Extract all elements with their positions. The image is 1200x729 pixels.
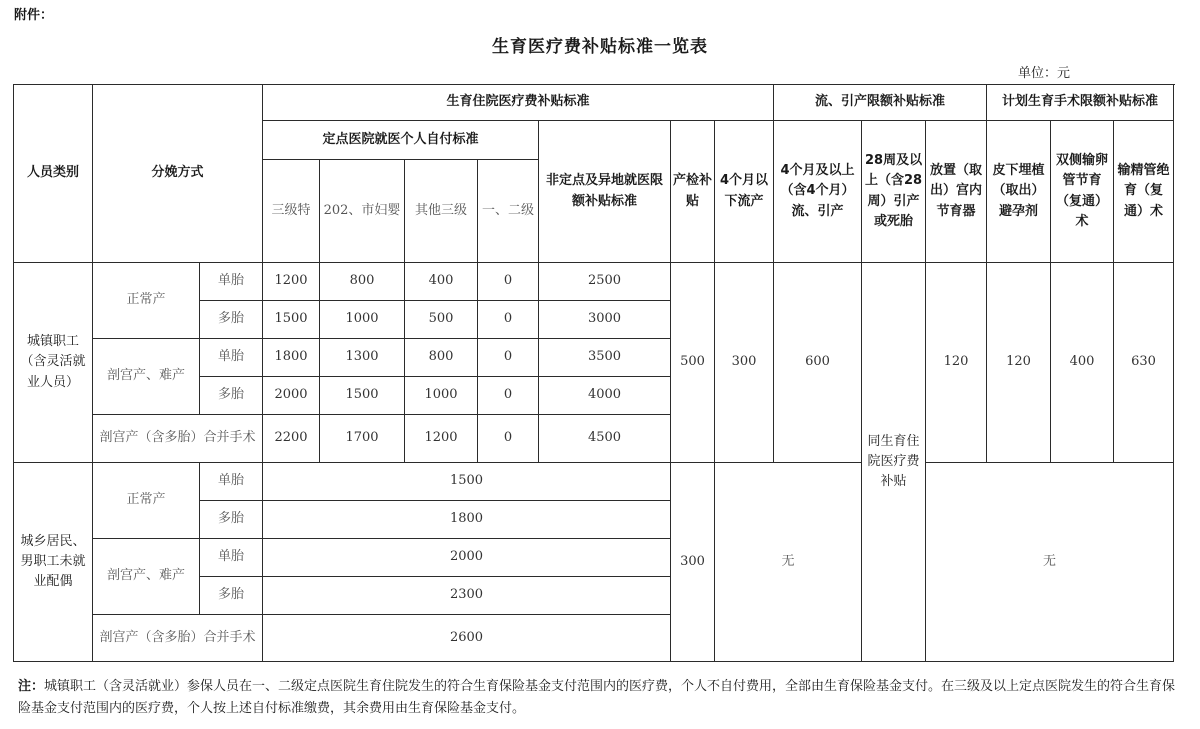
header-202-hospital: 202、市妇婴 bbox=[320, 160, 405, 263]
same-as-inpatient: 同生育住院医疗费补贴 bbox=[862, 263, 926, 662]
header-level12: 一、二级 bbox=[478, 160, 539, 263]
table-cell: 4000 bbox=[539, 377, 671, 415]
g1-4-plus-value: 600 bbox=[774, 263, 862, 463]
method-cesarean: 剖宫产、难产 bbox=[93, 339, 200, 415]
birth-single: 单胎 bbox=[200, 263, 263, 301]
method-cesarean-combined: 剖宫产（含多胎）合并手术 bbox=[93, 615, 263, 662]
birth-multiple: 多胎 bbox=[200, 377, 263, 415]
table-cell: 4500 bbox=[539, 415, 671, 463]
method-cesarean: 剖宫产、难产 bbox=[93, 539, 200, 615]
header-4-months-plus: 4个月及以上（含4个月）流、引产 bbox=[774, 121, 862, 263]
attachment-label: 附件： bbox=[14, 8, 54, 23]
table-cell: 1200 bbox=[263, 263, 320, 301]
unit-label: 单位：元 bbox=[1018, 66, 1071, 81]
table-cell: 0 bbox=[478, 339, 539, 377]
table-cell: 2200 bbox=[263, 415, 320, 463]
header-under-4-months: 4个月以下流产 bbox=[715, 121, 774, 263]
table-row bbox=[14, 463, 1174, 501]
table-cell: 1300 bbox=[320, 339, 405, 377]
table-cell: 2300 bbox=[263, 577, 671, 615]
birth-single: 单胎 bbox=[200, 339, 263, 377]
table-cell: 1200 bbox=[405, 415, 478, 463]
page-title: 生育医疗费补贴标准一览表 bbox=[492, 37, 708, 57]
birth-multiple: 多胎 bbox=[200, 577, 263, 615]
table-cell: 3500 bbox=[539, 339, 671, 377]
table-cell: 1700 bbox=[320, 415, 405, 463]
method-cesarean-combined: 剖宫产（含多胎）合并手术 bbox=[93, 415, 263, 463]
table-cell: 1500 bbox=[263, 301, 320, 339]
table-cell: 1000 bbox=[405, 377, 478, 415]
header-tubal: 双侧输卵管节育（复通）术 bbox=[1051, 121, 1114, 263]
header-row-1 bbox=[14, 85, 1174, 121]
method-normal: 正常产 bbox=[93, 463, 200, 539]
table-cell: 1500 bbox=[320, 377, 405, 415]
table-cell: 2000 bbox=[263, 377, 320, 415]
birth-single: 单胎 bbox=[200, 463, 263, 501]
header-level3-special: 三级特 bbox=[263, 160, 320, 263]
header-designated: 定点医院就医个人自付标准 bbox=[263, 121, 539, 160]
birth-multiple: 多胎 bbox=[200, 501, 263, 539]
g1-under-4-value: 300 bbox=[715, 263, 774, 463]
method-normal: 正常产 bbox=[93, 263, 200, 339]
header-iud: 放置（取出）宫内节育器 bbox=[926, 121, 987, 263]
table-cell: 1800 bbox=[263, 501, 671, 539]
table-row bbox=[14, 263, 1174, 301]
header-person-type: 人员类别 bbox=[14, 85, 93, 263]
footnote-label: 注： bbox=[18, 679, 45, 694]
g1-tubal-value: 400 bbox=[1051, 263, 1114, 463]
header-family-planning: 计划生育手术限额补贴标准 bbox=[987, 85, 1174, 121]
table-cell: 0 bbox=[478, 263, 539, 301]
g1-prenatal-value: 500 bbox=[671, 263, 715, 463]
footnote-text: 城镇职工（含灵活就业）参保人员在一、二级定点医院生育住院发生的符合生育保险基金支付范围内的医疗费，个人不自付费用，全部由生育保险基金支付。在三级及以上定点医院发生的符合生育保险基金支付范围内的医疗费，个人按上述自付标准缴费，其余费用由生育保险基金支付。 bbox=[18, 679, 1176, 716]
g1-iud-value: 120 bbox=[926, 263, 987, 463]
table-cell: 800 bbox=[320, 263, 405, 301]
header-prenatal: 产检补贴 bbox=[671, 121, 715, 263]
table-cell: 500 bbox=[405, 301, 478, 339]
table-cell: 0 bbox=[478, 377, 539, 415]
group-urban-employees: 城镇职工（含灵活就业人员） bbox=[14, 263, 93, 463]
table-cell: 2600 bbox=[263, 615, 671, 662]
group-rural-residents: 城乡居民、男职工未就业配偶 bbox=[14, 463, 93, 662]
header-28-weeks: 28周及以上（含28周）引产或死胎 bbox=[862, 121, 926, 263]
table-cell: 1800 bbox=[263, 339, 320, 377]
table-cell: 400 bbox=[405, 263, 478, 301]
g2-family-none: 无 bbox=[926, 463, 1174, 662]
table-cell: 1500 bbox=[263, 463, 671, 501]
header-nondesignated: 非定点及异地就医限额补贴标准 bbox=[539, 121, 671, 263]
header-vasectomy: 输精管绝育（复通）术 bbox=[1114, 121, 1174, 263]
g1-vasectomy-value: 630 bbox=[1114, 263, 1174, 463]
header-other-level3: 其他三级 bbox=[405, 160, 478, 263]
g1-implant-value: 120 bbox=[987, 263, 1051, 463]
table-cell: 0 bbox=[478, 301, 539, 339]
birth-single: 单胎 bbox=[200, 539, 263, 577]
header-inpatient: 生育住院医疗费补贴标准 bbox=[263, 85, 774, 121]
table-cell: 2500 bbox=[539, 263, 671, 301]
table-cell: 0 bbox=[478, 415, 539, 463]
footnote bbox=[18, 676, 1178, 720]
table-cell: 2000 bbox=[263, 539, 671, 577]
header-delivery-method: 分娩方式 bbox=[93, 85, 263, 263]
birth-multiple: 多胎 bbox=[200, 301, 263, 339]
table-cell: 1000 bbox=[320, 301, 405, 339]
table-cell: 800 bbox=[405, 339, 478, 377]
subsidy-table bbox=[13, 84, 1174, 662]
g2-abortion-none: 无 bbox=[715, 463, 862, 662]
table-cell: 3000 bbox=[539, 301, 671, 339]
header-abortion: 流、引产限额补贴标准 bbox=[774, 85, 987, 121]
g2-prenatal-value: 300 bbox=[671, 463, 715, 662]
header-implant: 皮下埋植（取出）避孕剂 bbox=[987, 121, 1051, 263]
